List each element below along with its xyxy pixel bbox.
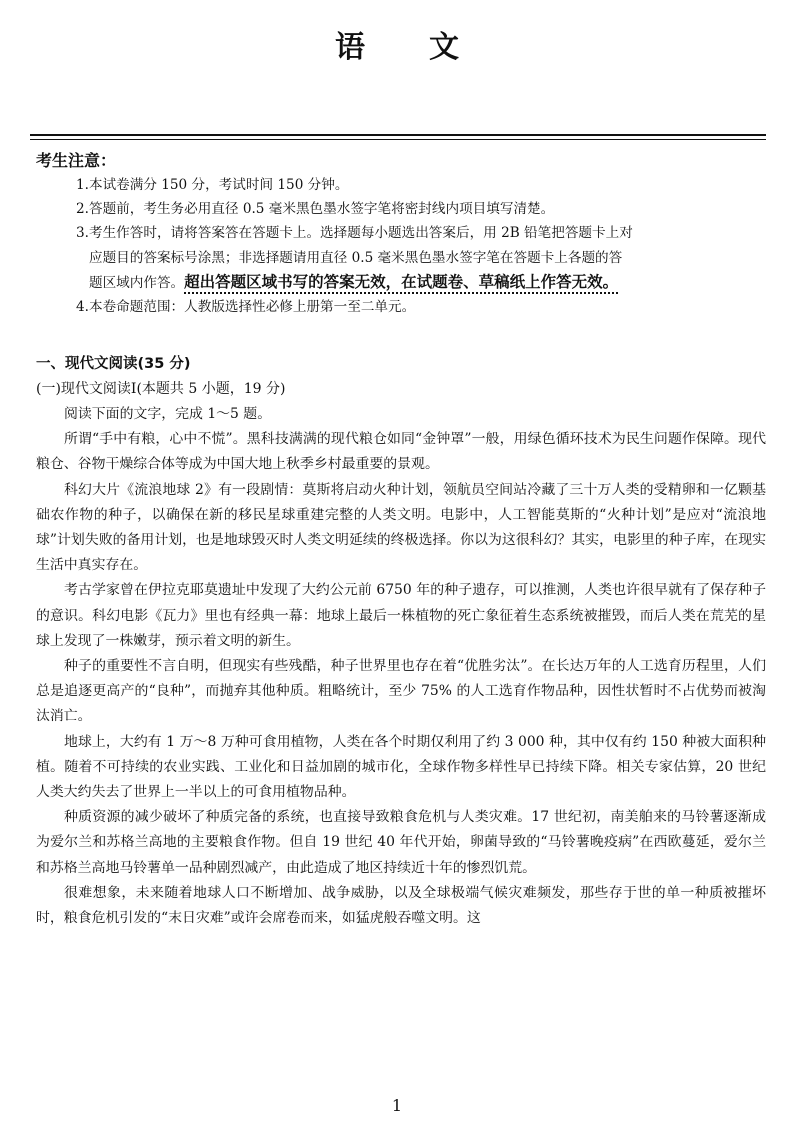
- divider-thin: [30, 139, 766, 140]
- notice-item-2: 2.答题前，考生务必用直径 0.5 毫米黑色墨水签字笔将密封线内项目填写清楚。: [76, 201, 555, 218]
- notice-emphasis: 超出答题区域书写的答案无效，在试题卷、草稿纸上作答无效。: [184, 273, 618, 294]
- paragraph-instruction: 阅读下面的文字，完成 1～5 题。: [64, 406, 272, 422]
- paragraph: 所谓“手中有粮，心中不慌”。黑科技满满的现代粮仓如同“金钟罩”一般，用绿色循环技术为民生问题作保障。现代粮仓、谷物干燥综合体等成为中国大地上秋季乡村最重要的景观。: [36, 431, 766, 473]
- notice-item-3-line-3: [76, 270, 766, 295]
- notice-heading: 考生注意：: [36, 151, 117, 170]
- paragraph: 地球上，大约有 1 万～8 万种可食用植物，人类在各个时期仅利用了约 3 000 种，其中仅有约 150 种被大面积种植。随着不可持续的农业实践、工业化和日益加剧的城市化，全球作物多样性早已持续下降。相关专家估算，20 世纪人类大约失去了世界上一半以上的可食用植物品种。: [36, 733, 766, 801]
- notice-item-3: 3.考生作答时，请将答案答在答题卡上。选择题每小题选出答案后，用 2B 铅笔把答题卡上对: [76, 225, 633, 242]
- page-number: 1: [391, 1096, 403, 1115]
- paragraph: 很难想象，未来随着地球人口不断增加、战争威胁，以及全球极端气候灾难频发，那些存于世的单一种质被摧坏时，粮食危机引发的“末日灾难”或许会席卷而来，如猛虎般吞噬文明。这: [36, 884, 766, 927]
- notice-item-4: 4.本卷命题范围：人教版选择性必修上册第一至二单元。: [76, 299, 416, 316]
- divider-thick: [30, 134, 766, 136]
- reading-passage: [36, 402, 766, 931]
- paragraph: 考古学家曾在伊拉克耶莫遗址中发现了大约公元前 6750 年的种子遗存，可以推测，人类也许很早就有了保存种子的意识。科幻电影《瓦力》里也有经典一幕：地球上最后一株植物的死亡象征着生态系统被摧毁，而后人类在荒芜的星球上发现了一株嫩芽，预示着文明的新生。: [36, 582, 766, 649]
- notice-item-3-plain: 题区域内作答。: [89, 274, 185, 291]
- notice-item-3-line-2: 应题目的答案标号涂黑；非选择题请用直径 0.5 毫米黑色墨水签字笔在答题卡上各题的答: [89, 249, 623, 266]
- notice-item-1: 1.本试卷满分 150 分，考试时间 150 分钟。: [76, 177, 349, 193]
- paragraph: 种质资源的减少破坏了种质完备的系统，也直接导致粮食危机与人类灾难。17 世纪初，南美舶来的马铃薯逐渐成为爱尔兰和苏格兰高地的主要粮食作物。但自 19 世纪 40 年代开始，卵菌导致的“马铃薯晚疫病”在西欧蔓延，爱尔兰和苏格兰高地马铃薯单一品种剧烈减产，由此造成了地区持续近十年的惨烈饥荒。: [36, 809, 766, 876]
- paragraph: 种子的重要性不言自明，但现实有些残酷，种子世界里也存在着“优胜劣汰”。在长达万年的人工选育历程里，人们总是追逐更高产的“良种”，而抛弃其他种质。粗略统计，至少 75% 的人工选育作物品种，因性状暂时不占优势而被淘汰消亡。: [36, 658, 766, 725]
- sub-heading: (一)现代文阅读Ⅰ(本题共 5 小题，19 分): [36, 381, 286, 397]
- notice-list: [76, 173, 766, 319]
- section-heading: 一、现代文阅读(35 分): [36, 356, 191, 372]
- title-char-2: 文: [429, 30, 459, 65]
- page-title: [0, 22, 794, 66]
- title-char-1: 语: [335, 30, 365, 65]
- paragraph: 科幻大片《流浪地球 2》有一段剧情：莫斯将启动火种计划，领航员空间站冷藏了三十万人类的受精卵和一亿颗基础农作物的种子，以确保在新的移民星球重建完整的人类文明。电影中，人工智能莫斯的“火种计划”是应对“流浪地球”计划失败的备用计划，也是地球毁灭时人类文明延续的终极选择。你以为这很科幻？其实，电影里的种子库，在现实生活中真实存在。: [36, 481, 766, 574]
